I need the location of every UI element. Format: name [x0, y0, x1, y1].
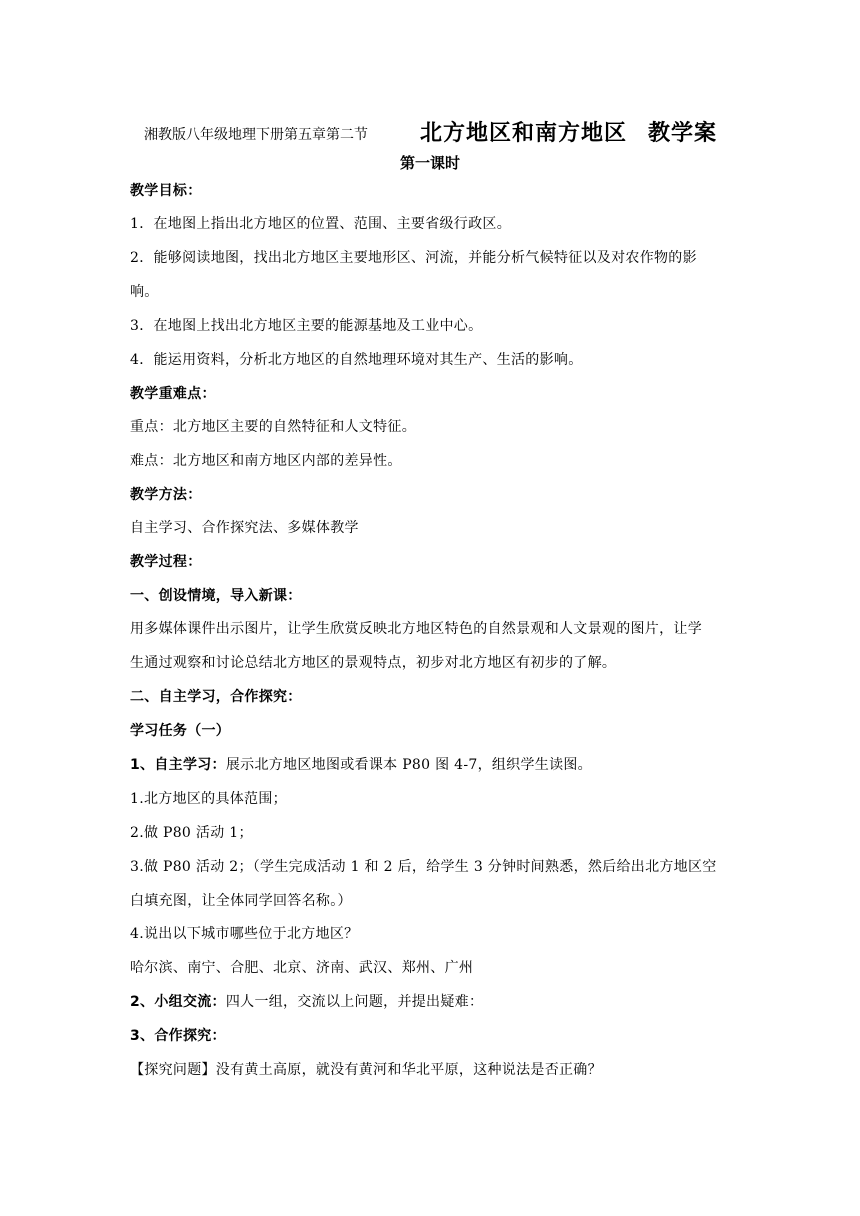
item-1: 1.北方地区的具体范围； — [130, 791, 287, 807]
step-2 — [130, 992, 740, 1012]
item-3-line-2: 白填充图，让全体同学回答名称。） — [130, 893, 352, 909]
textbook-reference: 湘教版八年级地理下册第五章第二节 — [144, 127, 368, 143]
step-1-label: 1、自主学习： — [130, 757, 226, 773]
goal-4: 4．能运用资料，分析北方地区的自然地理环境对其生产、生活的影响。 — [130, 352, 583, 368]
step-1-text: 展示北方地区地图或看课本 P80 图 4-7，组织学生读图。 — [225, 757, 592, 773]
process-heading: 教学过程： — [130, 554, 202, 570]
page-title: 北方地区和南方地区 — [420, 121, 628, 146]
section-1-paragraph-line-1: 用多媒体课件出示图片，让学生欣赏反映北方地区特色的自然景观和人文景观的图片，让学 — [130, 621, 702, 637]
title-row — [130, 116, 750, 148]
title-suffix: 教学案 — [648, 121, 718, 146]
cities-list: 哈尔滨、南宁、合肥、北京、济南、武汉、郑州、广州 — [130, 960, 474, 976]
methods: 自主学习、合作探究法、多媒体教学 — [130, 520, 359, 536]
section-2-heading: 二、自主学习，合作探究： — [130, 689, 302, 705]
lesson-label: 第一课时 — [399, 154, 460, 172]
goals-heading: 教学目标： — [130, 183, 202, 199]
difficulty: 难点：北方地区和南方地区内部的差异性。 — [130, 453, 402, 469]
step-2-label: 2、小组交流： — [130, 994, 226, 1010]
keypoints-heading: 教学重难点： — [130, 386, 216, 402]
keypoint: 重点：北方地区主要的自然特征和人文特征。 — [130, 419, 416, 435]
goal-3: 3．在地图上找出北方地区主要的能源基地及工业中心。 — [130, 318, 483, 334]
methods-heading: 教学方法： — [130, 487, 202, 503]
section-1-paragraph-line-2: 生通过观察和讨论总结北方地区的景观特点，初步对北方地区有初步的了解。 — [130, 655, 617, 671]
step-3-label: 3、合作探究： — [130, 1028, 226, 1044]
inquiry-question: 【探究问题】没有黄土高原，就没有黄河和华北平原，这种说法是否正确？ — [130, 1062, 602, 1078]
step-2-text: 四人一组，交流以上问题，并提出疑难： — [225, 994, 484, 1010]
step-1 — [130, 755, 740, 775]
goal-2-line-2: 响。 — [130, 284, 159, 300]
item-2: 2.做 P80 活动 1； — [130, 825, 253, 841]
goal-1: 1．在地图上指出北方地区的位置、范围、主要省级行政区。 — [130, 216, 512, 232]
task-1-heading: 学习任务（一） — [130, 723, 231, 739]
item-3-line-1: 3.做 P80 活动 2；（学生完成活动 1 和 2 后，给学生 3 分钟时间熟悉，然后给出北方地区空 — [130, 859, 717, 875]
goal-2-line-1: 2．能够阅读地图，找出北方地区主要地形区、河流，并能分析气候特征以及对农作物的影 — [130, 250, 697, 266]
item-4: 4.说出以下城市哪些位于北方地区？ — [130, 926, 359, 942]
section-1-heading: 一、创设情境，导入新课： — [130, 588, 302, 604]
